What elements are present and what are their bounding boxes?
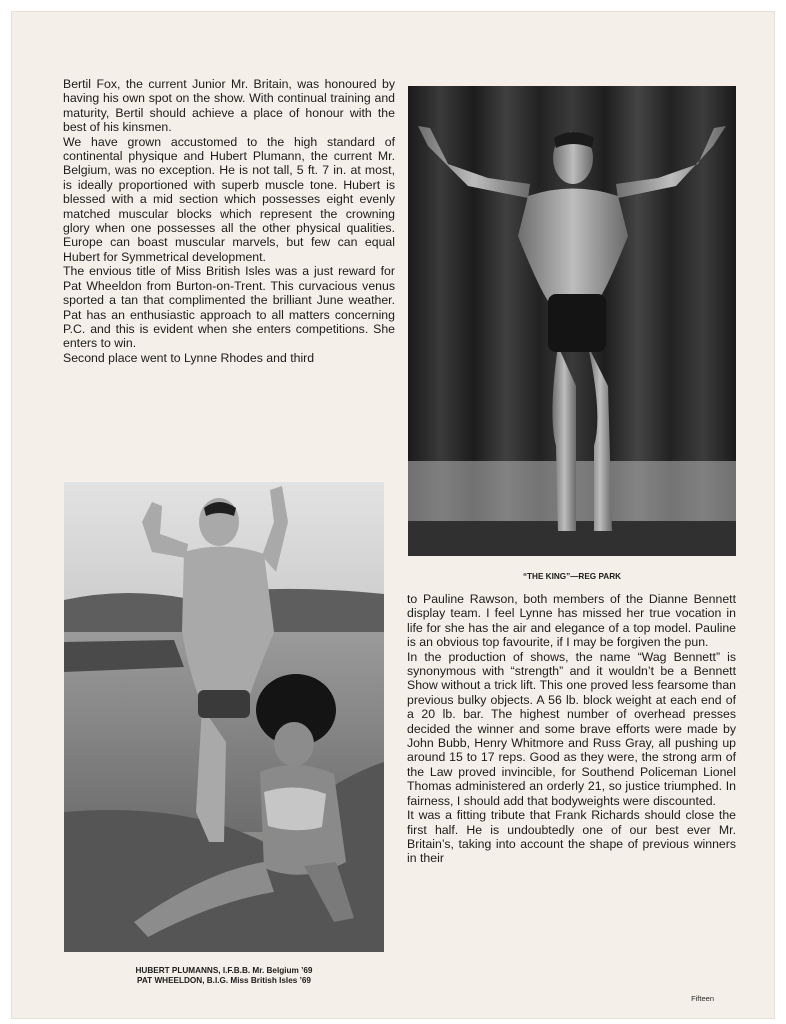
photo-plumann-wheeldon	[64, 482, 384, 952]
reg-park-photo-illustration	[408, 86, 736, 556]
paragraph-pauline-rawson: to Pauline Rawson, both members of the Dianne Bennett display team. I feel Lynne has missed her true vocation in life for she has the air and elegance of a top model. Pauline is an obvious top favourite, if I may be forgiven the pun.	[407, 592, 736, 650]
paragraph-frank-richards: It was a fitting tribute that Frank Richards should close the first half. He is undoubtedly one of our best ever Mr. Britain’s, taking into account the shape of previous winners in their	[407, 808, 736, 866]
plumann-wheeldon-photo-illustration	[64, 482, 384, 952]
paragraph-pat-wheeldon: The envious title of Miss British Isles was a just reward for Pat Wheeldon from Burton-on-Trent. This curvacious venus sported a tan that complimented the brilliant June weather. Pat has an enthusiastic approach to all matters concerning P.C. and this is evident when she enters competitions. She enters to win.	[63, 264, 395, 351]
paragraph-wag-bennett: In the production of shows, the name “Wag Bennett” is synonymous with “strength” and it wouldn’t be a Bennett Show without a trick lift. This one proved less fearsome than previous bulky objects. A 56 lb. block weight at each end of a 20 lb. bar. The highest number of overhead presses decided the winner and some brave efforts were made by John Bubb, Henry Whitmore and Russ Gray, all pushing up around 15 to 17 reps. Good as they were, the strong arm of the Law proved invincible, for Southend Policeman Lionel Thomas administered an orderly 21, so justice triumphed. In fairness, I should add that bodyweights were discounted.	[407, 649, 736, 808]
article-column-right	[407, 592, 736, 866]
paragraph-bertil-fox: Bertil Fox, the current Junior Mr. Britain, was honoured by having his own spot on the show. With continual training and maturity, Bertil should achieve a place of honour with the best of his kinsmen.	[63, 77, 395, 135]
caption-line-pat-wheeldon: PAT WHEELDON, B.I.G. Miss British Isles ’69	[137, 976, 311, 985]
photo-caption-reg-park: “THE KING”—REG PARK	[522, 572, 622, 581]
photo-reg-park	[408, 86, 736, 556]
paragraph-second-place: Second place went to Lynne Rhodes and third	[63, 350, 315, 365]
page-number: Fifteen	[691, 994, 714, 1003]
article-column-left	[63, 77, 395, 365]
magazine-page	[12, 12, 774, 1018]
caption-line-hubert-plumanns: HUBERT PLUMANNS, I.F.B.B. Mr. Belgium ’69	[135, 966, 313, 975]
photo-caption-plumann-wheeldon	[64, 966, 384, 986]
paragraph-hubert-plumann: We have grown accustomed to the high standard of continental physique and Hubert Plumann, the current Mr. Belgium, was no exception. He is not tall, 5 ft. 7 in. at most, is ideally proportioned with superb muscle tone. Hubert is blessed with a mid section which possesses eight evenly matched muscular blocks which represent the crowning glory when one possesses all the other physical qualities. Europe can boast muscular marvels, but few can equal Hubert for Symmetrical development.	[63, 134, 395, 264]
